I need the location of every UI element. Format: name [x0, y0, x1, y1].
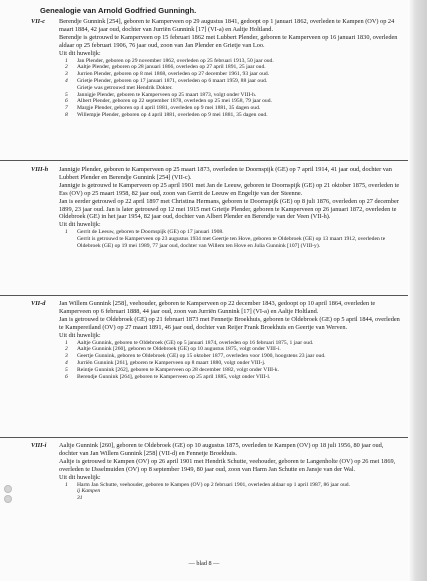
entry-paragraph: Berendje is getrouwd te Kamperveen op 15 februari 1862 met Lubbert Plender, geboren te Kamperveen op 16 januari 1830, overleden aldaar op 25 februari 1906, 76 jaar oud, zoon van Jan Plender en Grietje van Loo.	[59, 33, 398, 49]
page-edge-shadow	[408, 0, 427, 581]
list-item	[59, 236, 402, 250]
list-item	[59, 92, 402, 99]
entry-paragraph: Jannigje Plender, geboren te Kamperveen op 25 maart 1873, overleden te Doornspijk (GE) op 7 april 1914, 41 jaar oud, dochter van Lubbert Plender en Berendje Gunnink [254] (VII-c).	[59, 166, 392, 181]
list-item	[59, 71, 402, 78]
child-number: 2	[65, 346, 68, 353]
child-number: 3	[65, 353, 68, 360]
list-item	[59, 78, 402, 85]
child-text: 31	[77, 495, 83, 502]
entry-paragraph: Uit dit huwelijk:	[59, 49, 101, 57]
child-number: 3	[65, 71, 68, 78]
entry-code: VIII-i	[31, 442, 47, 449]
list-item	[59, 482, 402, 489]
child-number: 7	[65, 105, 68, 112]
child-text: Margje Plender, geboren op 4 april 1881, overleden op 9 mei 1881, 35 dagen oud.	[77, 105, 261, 112]
entry-text	[59, 300, 402, 380]
entry-paragraph: Aaltje is getrouwd te Kampen (OV) op 26 april 1901 met Hendrik Schutte, veehouder, geboren te Langenholte (OV) op 26 mei 1869, overleden te IJsselmuiden (OV) op 8 september 1949, 80 jaar oud, zoon van Harm Jan Schutte en Jansje van der Wal.	[59, 457, 396, 473]
child-text: Jurriën Gunnink [261], geboren te Kamperveen op 8 maart 1880, volgt onder VIII-j.	[77, 359, 266, 366]
child-text: Aaltje Gunnink [260], geboren te Oldebroek (GE) op 10 augustus 1875, volgt onder VIII-i.	[77, 346, 281, 353]
child-text: Albert Plender, geboren op 22 september 1878, overleden op 25 mei 1958, 79 jaar oud.	[77, 98, 272, 105]
entry-paragraph: Uit dit huwelijk:	[59, 221, 101, 229]
child-text: Willempje Plender, geboren op 4 april 1881, overleden op 9 mei 1881, 35 dagen oud.	[77, 111, 268, 118]
child-text: ij Kampen	[77, 488, 101, 495]
entry-paragraph: Jan Willem Gunnink [258], veehouder, geboren te Kamperveen op 22 december 1843, gedoopt op 10 april 1864, overleden te Kamperveen op 6 februari 1888, 44 jaar oud, zoon van Jurriën Gunnink [17] (VI-a) en Aaltje Holtland.	[59, 300, 376, 315]
entry-code: VII-d	[31, 300, 46, 307]
list-item	[59, 64, 402, 71]
binding-hole	[4, 495, 12, 503]
section-divider	[0, 160, 408, 161]
children-list	[59, 340, 402, 381]
list-item	[59, 353, 402, 360]
list-item	[59, 488, 402, 495]
child-number: 1	[65, 339, 68, 346]
child-text: Geertje Gunnink, geboren te Oldebroek (GE) op 15 oktober 1877, overleden voor 1900, hoogstens 23 jaar oud.	[77, 353, 326, 360]
list-item	[59, 374, 402, 381]
section-divider	[0, 295, 408, 296]
section-divider	[0, 437, 408, 438]
child-number: 4	[65, 77, 68, 84]
child-number: 6	[65, 373, 68, 380]
child-text: Gerrit de Leeuw, geboren te Doornspijk (GE) op 17 januari 1908.	[77, 229, 224, 236]
list-item	[59, 112, 402, 119]
list-item	[59, 85, 402, 92]
list-item	[59, 360, 402, 367]
entry-paragraph: Jannigje is getrouwd te Kamperveen op 25 april 1901 met Jan de Leeuw, geboren te Doornspijk (GE) op 21 oktober 1875, overleden te Ess (OV) op 25 maart 1958, 82 jaar oud, zoon van Gerrit de Leeuw en Engeltje van der Steenne.	[59, 181, 400, 197]
child-text: Berendje Gunnink [264], geboren te Kamperveen op 25 april 1885, volgt onder VIII-l.	[77, 373, 271, 380]
child-text: Jurrien Plender, geboren op 8 mei 1868, overleden op 27 december 1961, 93 jaar oud.	[77, 71, 270, 78]
child-text: Jannigje Plender, geboren te Kamperveen op 25 maart 1873, volgt onder VIII-h.	[77, 91, 257, 98]
child-text: Gerrit is getrouwd te Kamperveen op 23 augustus 1934 met Geertje ten Hove, geboren te Oldebroek (GE) op 13 maart 1912, overleden te Oldebroek (GE) op 19 mei 1989, 77 jaar oud, dochter van Willem ten Hove en Julia Gunnink [107] (VIII-y).	[77, 236, 386, 249]
child-text: Aaltje Plender, geboren op 28 januari 1866, overleden op 27 april 1891, 25 jaar oud.	[77, 64, 266, 71]
binding-hole	[4, 485, 12, 493]
children-list	[59, 229, 402, 249]
child-number: 1	[65, 229, 68, 236]
entry-paragraph: Uit dit huwelijk:	[59, 331, 101, 339]
entry-paragraph: Jan is getrouwd te Oldebroek (GE) op 21 februari 1873 met Fennetje Broekhuis, geboren te Oldebroek (GE) op 5 april 1844, overleden te Kampereiland (OV) op 27 maart 1891, 46 jaar oud, dochter van Reijer Frank Broekhuis en Geertje van Werven.	[59, 315, 400, 331]
list-item	[59, 58, 402, 65]
entry-paragraph: Aaltje Gunnink [260], geboren te Oldebroek (GE) op 10 augustus 1875, overleden te Kampen (OV) op 18 juli 1956, 80 jaar oud, dochter van Jan Willem Gunnink [258] (VII-d) en Fennetje Broekhuis.	[59, 442, 384, 457]
child-number: 6	[65, 98, 68, 105]
child-number: 5	[65, 366, 68, 373]
list-item	[59, 98, 402, 105]
child-number: 8	[65, 111, 68, 118]
entry-text	[59, 166, 402, 250]
entry-paragraph: Uit dit huwelijk:	[59, 473, 101, 481]
child-number: 4	[65, 359, 68, 366]
child-text: Grietje Plender, geboren op 17 januari 1871, overleden op 6 maart 1959, 88 jaar oud.	[77, 77, 268, 84]
child-number: 2	[65, 64, 68, 71]
child-text: Reintje Gunnink [262], geboren te Kamperveen op 28 december 1882, volgt onder VIII-k.	[77, 366, 279, 373]
list-item	[59, 105, 402, 112]
page-title: Genealogie van Arnold Godfried Gunningh.	[40, 6, 197, 15]
page-number: — blad 8 —	[188, 560, 220, 567]
entry-text	[59, 18, 402, 119]
children-list	[59, 58, 402, 119]
entry-paragraph: Jan is eerder getrouwd op 22 april 1897 met Christina Hermans, geboren te Doornspijk (GE) op 8 juli 1876, overleden op 27 december 1899, 23 jaar oud. Jan is later getrouwd op 12 mei 1915 met Grietje Plender, geboren te Kamperveen op 26 januari 1872, overleden te Oldebroek (GE) in het jaar 1954, 82 jaar oud, dochter van Albert Plender en Berendje van der Veen (VII-h).	[59, 197, 399, 221]
child-text: Aaltje Gunnink, geboren te Oldebroek (GE) op 5 januari 1874, overleden op 16 februari 1875, 1 jaar oud.	[77, 339, 314, 346]
child-text: Jan Plender, geboren op 29 november 1862, overleden op 25 februari 1913, 50 jaar oud.	[77, 57, 274, 64]
child-number: 5	[65, 91, 68, 98]
children-list	[59, 482, 402, 502]
child-number: 1	[65, 481, 68, 488]
list-item	[59, 495, 402, 502]
entry-code: VIII-h	[31, 166, 49, 173]
child-text: Harm Jan Schutte, veehouder, geboren te Kampen (OV) op 2 februari 1901, overleden aldaar op 1 april 1987, 86 jaar oud.	[77, 481, 351, 488]
entry-paragraph: Berendje Gunnink [254], geboren te Kamperveen op 29 augustus 1841, gedoopt op 1 januari 1862, overleden te Kampen (OV) op 24 maart 1884, 42 jaar oud, dochter van Jurriën Gunnink [17] (VI-a) en Aaltje Holtland.	[59, 18, 395, 33]
child-number: 1	[65, 57, 68, 64]
list-item	[59, 367, 402, 374]
child-text: Grietje was getrouwd met Hendrik Dokter.	[77, 84, 173, 91]
entry-code: VII-c	[31, 18, 45, 25]
entry-text	[59, 442, 402, 502]
